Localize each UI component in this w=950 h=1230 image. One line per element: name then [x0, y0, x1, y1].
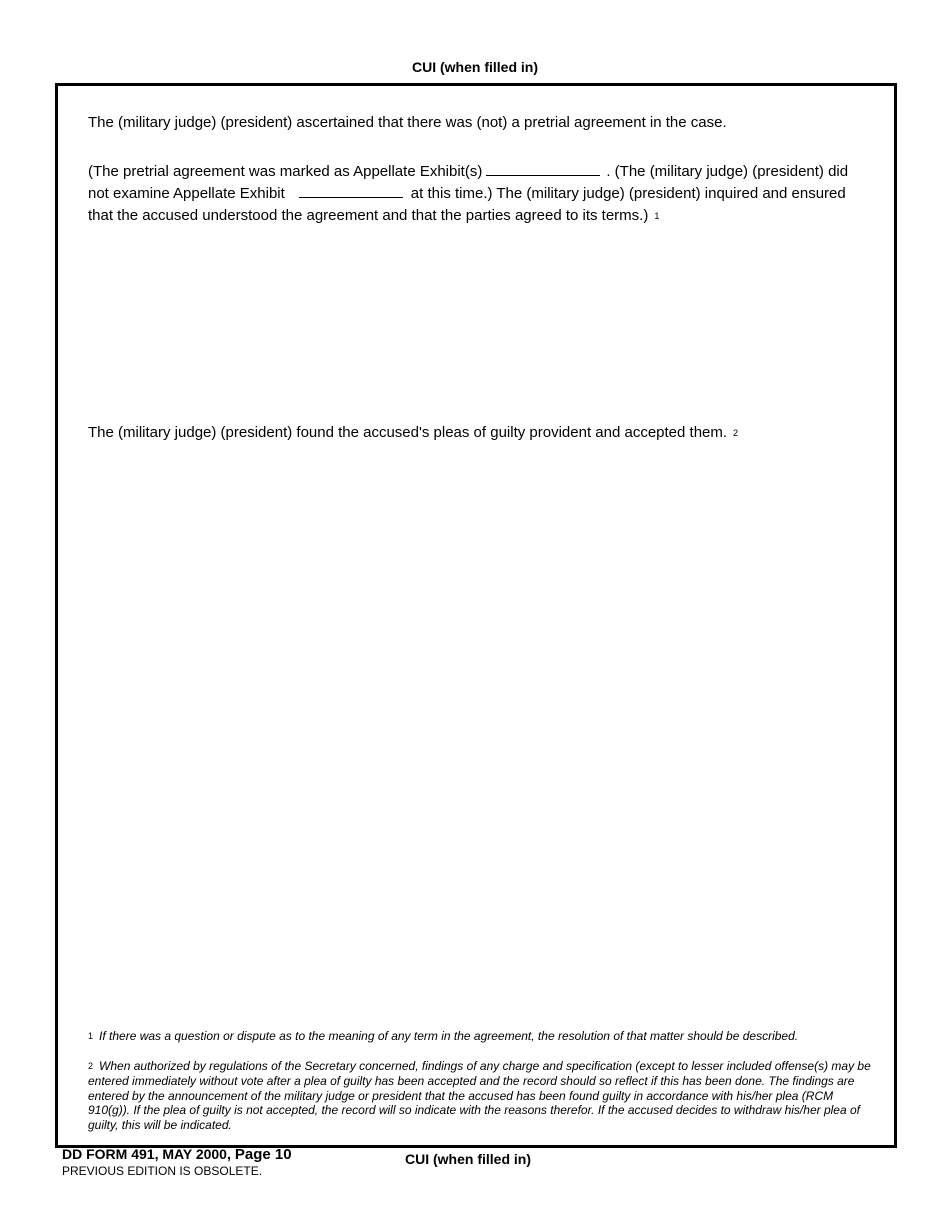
- page-number: Page 10: [234, 1146, 292, 1163]
- footnote-1-number: 1: [88, 1031, 94, 1041]
- cui-footer: CUI (when filled in): [405, 1151, 531, 1167]
- agreement-text-part1: (The pretrial agreement was marked as Appellate Exhibit(s): [88, 163, 483, 180]
- agreement-text-part2: . (The (military judge) (president) did not examine Appellate Exhibit: [88, 163, 849, 202]
- cui-header: CUI (when filled in): [412, 59, 538, 75]
- pretrial-agreement-statement: The (military judge) (president) ascertained that there was (not) a pretrial agreement in the case.: [88, 114, 727, 131]
- pleas-accepted-statement: [88, 422, 868, 444]
- footnote-ref-2: 2: [733, 428, 739, 439]
- footnote-2-text: When authorized by regulations of the Secretary concerned, findings of any charge and specification (except to lesser included offense(s) may be entered immediately without vote after a plea of guilty has been accepted and the record should so reflect if this has been done. The findings are entered by the announcement of the military judge or president that the accused has been found guilty in accordance with his/her plea (RCM 910(g)). If the plea of guilty is not accepted, the record will so indicate with the reasons therefor. If the accused decides to withdraw his/her plea of guilty, this will be indicated.: [88, 1059, 871, 1133]
- footnote-1: [88, 1029, 878, 1044]
- obsolete-notice: PREVIOUS EDITION IS OBSOLETE.: [62, 1164, 263, 1178]
- footnote-ref-1: 1: [654, 211, 660, 222]
- appellate-exhibit-field-2[interactable]: [299, 183, 403, 198]
- form-frame: [55, 83, 897, 1148]
- pleas-text: The (military judge) (president) found the accused's pleas of guilty provident and accepted them.: [88, 424, 728, 441]
- pretrial-agreement-details: [88, 161, 868, 227]
- footnote-1-text: If there was a question or dispute as to the meaning of any term in the agreement, the resolution of that matter should be described.: [99, 1029, 799, 1043]
- appellate-exhibit-field-1[interactable]: [486, 161, 600, 176]
- footnote-2-number: 2: [88, 1061, 94, 1071]
- form-identifier: [62, 1146, 292, 1163]
- footnote-2: [88, 1059, 878, 1133]
- form-number: DD FORM 491, MAY 2000,: [62, 1146, 231, 1162]
- agreement-text-part3: at this time.) The (military judge) (president) inquired and ensured that the accused understood the agreement and that the parties agreed to its terms.): [88, 185, 846, 224]
